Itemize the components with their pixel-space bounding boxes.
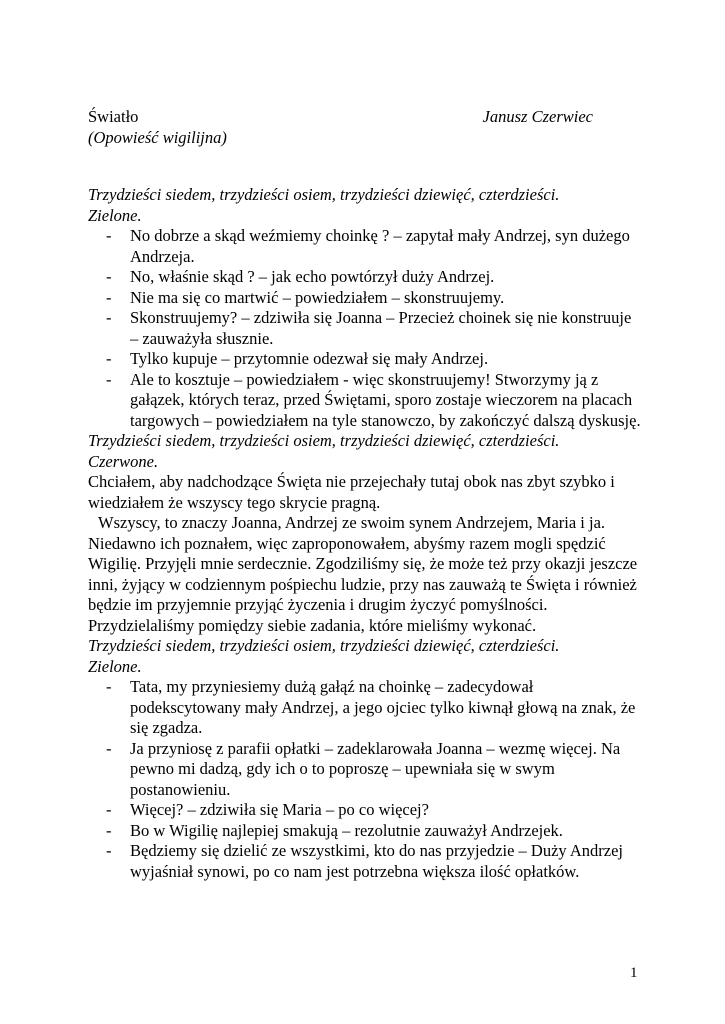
dialogue-list [88, 677, 648, 882]
refrain-color: Zielone. [88, 205, 142, 225]
dialogue-line: - Tata, my przyniesiemy dużą gałąź na choinkę – zadecydował podekscytowany mały Andrzej, a jego ojciec tylko kiwnął głową na znak, że się zgadza. [88, 677, 648, 739]
dialogue-list [88, 226, 648, 431]
document-header [88, 106, 593, 148]
dialogue-line: - Ja przyniosę z parafii opłatki – zadeklarowała Joanna – wezmę więcej. Na pewno mi dadzą, gdy ich o to poproszę – upewniała się w swym postanowieniu. [88, 739, 648, 801]
dialogue-line: - Będziemy się dzielić ze wszystkimi, kto do nas przyjedzie – Duży Andrzej wyjaśniał synowi, po co nam jest potrzebna większa ilość opłatków. [88, 841, 648, 882]
document-subtitle: (Opowieść wigilijna) [88, 128, 227, 147]
refrain-color: Czerwone. [88, 451, 159, 471]
dialogue-line: - Nie ma się co martwić – powiedziałem – skonstruujemy. [88, 288, 648, 309]
paragraph: Wszyscy, to znaczy Joanna, Andrzej ze swoim synem Andrzejem, Maria i ja. Niedawno ich poznałem, więc zaproponowałem, abyśmy razem mogli spędzić Wigilię. Przyjęli mnie serdecznie. Zgodziliśmy się, że może też przy okazji jeszcze inni, żyjący w codziennym pośpiechu ludzie, przy nas zauważą te Święta i również będzie im przyjemnie przyjąć życzenia i drugim życzyć pomyślności. [88, 513, 638, 614]
page-number: 1 [630, 965, 638, 981]
dialogue-line: - Skonstruujemy? – zdziwiła się Joanna – Przecież choinek się nie konstruuje – zauważyła słusznie. [88, 308, 648, 349]
story-body [88, 185, 648, 882]
dialogue-line: - Więcej? – zdziwiła się Maria – po co więcej? [88, 800, 648, 821]
dialogue-line: - Ale to kosztuje – powiedziałem - więc skonstruujemy! Stworzymy ją z gałązek, których teraz, przed Świętami, sporo zostaje wieczorem na placach targowych – powiedziałem na tyle stanowczo, by zakończyć dalszą dyskusję. [88, 370, 648, 432]
dialogue-line: - Tylko kupuje – przytomnie odezwał się mały Andrzej. [88, 349, 648, 370]
refrain-line: Trzydzieści siedem, trzydzieści osiem, trzydzieści dziewięć, czterdzieści. [88, 185, 560, 204]
dialogue-line: - No dobrze a skąd weźmiemy choinkę ? – zapytał mały Andrzej, syn dużego Andrzeja. [88, 226, 648, 267]
document-title: Światło [88, 107, 139, 126]
refrain-color: Zielone. [88, 656, 142, 676]
dialogue-line: - No, właśnie skąd ? – jak echo powtórzył duży Andrzej. [88, 267, 648, 288]
refrain-line: Trzydzieści siedem, trzydzieści osiem, trzydzieści dziewięć, czterdzieści. [88, 636, 560, 655]
paragraph: Chciałem, aby nadchodzące Święta nie przejechały tutaj obok nas zbyt szybko i wiedziałem że wszyscy tego skrycie pragną. [88, 472, 615, 512]
refrain-line: Trzydzieści siedem, trzydzieści osiem, trzydzieści dziewięć, czterdzieści. [88, 431, 560, 450]
dialogue-line: - Bo w Wigilię najlepiej smakują – rezolutnie zauważył Andrzejek. [88, 821, 648, 842]
title-row [88, 106, 593, 127]
paragraph: Przydzielaliśmy pomiędzy siebie zadania, które mieliśmy wykonać. [88, 615, 537, 635]
document-author: Janusz Czerwiec [482, 107, 593, 126]
